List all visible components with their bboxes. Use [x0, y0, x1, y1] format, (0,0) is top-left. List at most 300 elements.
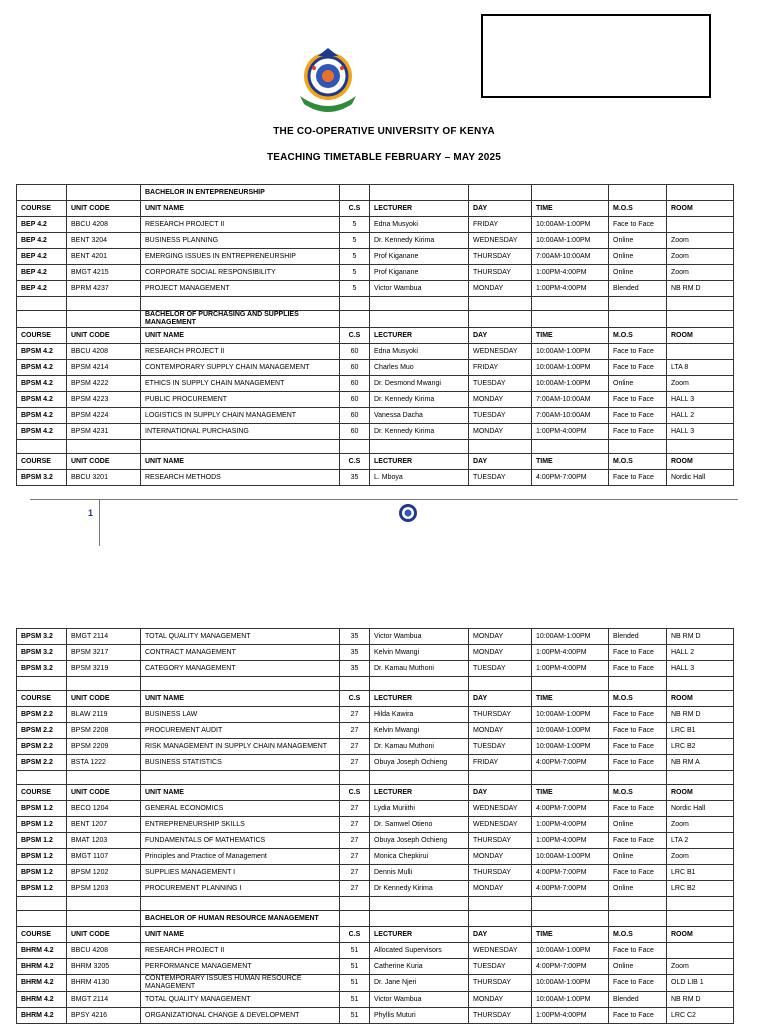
table-cell: Face to Face — [609, 943, 667, 959]
table-cell: TUESDAY — [469, 470, 532, 486]
table-cell: Face to Face — [609, 470, 667, 486]
column-header: LECTURER — [370, 454, 469, 470]
table-cell: Victor Wambua — [370, 992, 469, 1008]
table-cell: Dennis Mulli — [370, 865, 469, 881]
table-cell: BHRM 4.2 — [17, 943, 67, 959]
spacer-row — [17, 440, 734, 454]
table-cell: BLAW 2119 — [67, 707, 141, 723]
table-cell: LRC B2 — [667, 739, 734, 755]
table-cell: 60 — [340, 424, 370, 440]
table-cell — [667, 217, 734, 233]
table-cell: 10:00AM-1:00PM — [532, 233, 609, 249]
table-cell: Principles and Practice of Management — [141, 849, 340, 865]
empty-cell — [667, 911, 734, 927]
column-header: UNIT CODE — [67, 927, 141, 943]
table-cell: Online — [609, 265, 667, 281]
column-header: C.S — [340, 328, 370, 344]
column-header: ROOM — [667, 454, 734, 470]
column-header: TIME — [532, 201, 609, 217]
table-cell: ENTREPRENEURSHIP SKILLS — [141, 817, 340, 833]
table-cell: MONDAY — [469, 424, 532, 440]
table-cell: LOGISTICS IN SUPPLY CHAIN MANAGEMENT — [141, 408, 340, 424]
table-row — [17, 1008, 734, 1024]
table-cell: TUESDAY — [469, 376, 532, 392]
table-cell: BPSM 3.2 — [17, 629, 67, 645]
table-cell: BUSINESS STATISTICS — [141, 755, 340, 771]
table-cell: THURSDAY — [469, 249, 532, 265]
footer-divider — [30, 499, 738, 500]
table-cell: BMGT 1107 — [67, 849, 141, 865]
empty-cell — [370, 897, 469, 911]
table-cell: BPSM 2209 — [67, 739, 141, 755]
table-cell: BEP 4.2 — [17, 265, 67, 281]
column-header: UNIT NAME — [141, 927, 340, 943]
table-cell: Zoom — [667, 265, 734, 281]
table-cell: 5 — [340, 249, 370, 265]
empty-cell — [469, 911, 532, 927]
table-cell: MONDAY — [469, 281, 532, 297]
table-cell: BPSM 4.2 — [17, 344, 67, 360]
table-cell: 10:00AM-1:00PM — [532, 707, 609, 723]
table-cell: BENT 3204 — [67, 233, 141, 249]
table-cell: 10:00AM-1:00PM — [532, 723, 609, 739]
table-cell: Face to Face — [609, 645, 667, 661]
empty-cell — [532, 771, 609, 785]
column-header-row — [17, 201, 734, 217]
table-row — [17, 392, 734, 408]
table-cell: BPSM 1.2 — [17, 849, 67, 865]
table-cell: BPSM 1202 — [67, 865, 141, 881]
empty-cell — [67, 185, 141, 201]
table-cell: Blended — [609, 992, 667, 1008]
empty-cell — [67, 297, 141, 311]
table-cell: 10:00AM-1:00PM — [532, 344, 609, 360]
empty-cell — [667, 897, 734, 911]
empty-cell — [370, 677, 469, 691]
table-cell: 60 — [340, 408, 370, 424]
table-cell: BPSM 4.2 — [17, 360, 67, 376]
table-cell: BHRM 4.2 — [17, 1008, 67, 1024]
table-cell: 27 — [340, 865, 370, 881]
table-cell: BPSM 4.2 — [17, 376, 67, 392]
column-header-row — [17, 454, 734, 470]
empty-cell — [532, 185, 609, 201]
empty-cell — [67, 311, 141, 328]
table-cell: Nordic Hall — [667, 801, 734, 817]
table-cell: BBCU 4208 — [67, 344, 141, 360]
table-cell: THURSDAY — [469, 833, 532, 849]
table-row — [17, 833, 734, 849]
table-cell: RESEARCH PROJECT II — [141, 217, 340, 233]
column-header: C.S — [340, 691, 370, 707]
table-cell: 5 — [340, 281, 370, 297]
table-cell: BPSM 3.2 — [17, 470, 67, 486]
table-cell: PUBLIC PROCUREMENT — [141, 392, 340, 408]
table-cell: PROCUREMENT PLANNING I — [141, 881, 340, 897]
table-cell: BUSINESS LAW — [141, 707, 340, 723]
empty-cell — [370, 311, 469, 328]
table-row — [17, 424, 734, 440]
empty-cell — [609, 440, 667, 454]
empty-cell — [17, 771, 67, 785]
table-cell: GENERAL ECONOMICS — [141, 801, 340, 817]
table-cell: BPSM 4231 — [67, 424, 141, 440]
table-cell: MONDAY — [469, 992, 532, 1008]
table-cell: 4:00PM-7:00PM — [532, 801, 609, 817]
column-header: ROOM — [667, 328, 734, 344]
table-cell: NB RM D — [667, 629, 734, 645]
table-cell: BBCU 4208 — [67, 943, 141, 959]
table-cell: NB RM D — [667, 707, 734, 723]
table-cell: RESEARCH PROJECT II — [141, 943, 340, 959]
table-row — [17, 723, 734, 739]
table-cell: HALL 3 — [667, 661, 734, 677]
column-header: LECTURER — [370, 785, 469, 801]
timetable-table-page2 — [16, 628, 734, 1024]
table-cell: BENT 4201 — [67, 249, 141, 265]
empty-cell — [17, 297, 67, 311]
table-cell: Zoom — [667, 849, 734, 865]
table-cell: BPSM 2208 — [67, 723, 141, 739]
table-cell: Zoom — [667, 233, 734, 249]
table-cell: WEDNESDAY — [469, 344, 532, 360]
table-cell: BPSM 3219 — [67, 661, 141, 677]
empty-cell — [370, 297, 469, 311]
table-cell: Blended — [609, 629, 667, 645]
empty-cell — [532, 311, 609, 328]
table-cell: 60 — [340, 392, 370, 408]
empty-cell — [667, 311, 734, 328]
empty-cell — [17, 185, 67, 201]
column-header: M.O.S — [609, 927, 667, 943]
empty-cell — [141, 677, 340, 691]
table-cell: BMGT 2114 — [67, 992, 141, 1008]
empty-cell — [469, 297, 532, 311]
table-cell: 10:00AM-1:00PM — [532, 739, 609, 755]
column-header-row — [17, 328, 734, 344]
table-cell: Zoom — [667, 959, 734, 975]
table-cell: Nordic Hall — [667, 470, 734, 486]
table-cell: Face to Face — [609, 661, 667, 677]
table-cell: BPSM 1.2 — [17, 801, 67, 817]
empty-cell — [469, 185, 532, 201]
table-cell: THURSDAY — [469, 265, 532, 281]
empty-cell — [609, 897, 667, 911]
column-header: DAY — [469, 691, 532, 707]
column-header: COURSE — [17, 785, 67, 801]
table-cell: LRC C2 — [667, 1008, 734, 1024]
table-cell: CONTRACT MANAGEMENT — [141, 645, 340, 661]
table-cell: BEP 4.2 — [17, 281, 67, 297]
table-cell: Dr. Kennedy Kirima — [370, 392, 469, 408]
empty-cell — [469, 677, 532, 691]
empty-cell — [667, 297, 734, 311]
table-cell: Prof Kiganane — [370, 249, 469, 265]
table-cell: Dr. Kennedy Kirima — [370, 233, 469, 249]
table-cell: 35 — [340, 645, 370, 661]
column-header: COURSE — [17, 328, 67, 344]
table-cell: INTERNATIONAL PURCHASING — [141, 424, 340, 440]
empty-cell — [370, 771, 469, 785]
table-cell: Face to Face — [609, 1008, 667, 1024]
empty-cell — [609, 677, 667, 691]
column-header: LECTURER — [370, 927, 469, 943]
table-cell: Face to Face — [609, 975, 667, 992]
column-header: DAY — [469, 454, 532, 470]
empty-cell — [609, 185, 667, 201]
table-cell: RISK MANAGEMENT IN SUPPLY CHAIN MANAGEMENT — [141, 739, 340, 755]
table-cell: TUESDAY — [469, 408, 532, 424]
table-cell: Online — [609, 249, 667, 265]
table-row — [17, 408, 734, 424]
table-cell: Face to Face — [609, 344, 667, 360]
table-cell: Face to Face — [609, 707, 667, 723]
table-cell: HALL 3 — [667, 424, 734, 440]
table-cell: BPSM 1203 — [67, 881, 141, 897]
table-cell: 1:00PM-4:00PM — [532, 281, 609, 297]
empty-cell — [17, 440, 67, 454]
table-cell: Face to Face — [609, 865, 667, 881]
column-header: DAY — [469, 201, 532, 217]
empty-cell — [469, 311, 532, 328]
table-cell: BMGT 4215 — [67, 265, 141, 281]
table-row — [17, 344, 734, 360]
university-title: THE CO-OPERATIVE UNIVERSITY OF KENYA — [273, 126, 495, 137]
empty-cell — [17, 911, 67, 927]
table-cell: BPSM 4.2 — [17, 408, 67, 424]
table-cell: MONDAY — [469, 629, 532, 645]
table-cell: RESEARCH METHODS — [141, 470, 340, 486]
table-cell: Face to Face — [609, 723, 667, 739]
table-cell: 10:00AM-1:00PM — [532, 376, 609, 392]
column-header: UNIT CODE — [67, 201, 141, 217]
table-cell: Dr. Samwel Otieno — [370, 817, 469, 833]
empty-cell — [340, 440, 370, 454]
table-cell: Face to Face — [609, 360, 667, 376]
column-header: C.S — [340, 454, 370, 470]
program-title: BACHELOR OF PURCHASING AND SUPPLIES MANAGEMENT — [141, 311, 340, 328]
table-row — [17, 645, 734, 661]
table-cell: BPSM 4.2 — [17, 392, 67, 408]
table-cell: 1:00PM-4:00PM — [532, 833, 609, 849]
table-cell: BPRM 4237 — [67, 281, 141, 297]
table-cell: 35 — [340, 629, 370, 645]
column-header: COURSE — [17, 201, 67, 217]
empty-cell — [609, 311, 667, 328]
table-cell — [667, 943, 734, 959]
column-header: UNIT NAME — [141, 691, 340, 707]
table-cell: Online — [609, 376, 667, 392]
table-cell: Catherine Kuria — [370, 959, 469, 975]
table-cell: 4:00PM-7:00PM — [532, 865, 609, 881]
table-cell: PROJECT MANAGEMENT — [141, 281, 340, 297]
table-cell: 4:00PM-7:00PM — [532, 470, 609, 486]
spacer-row — [17, 771, 734, 785]
table-cell: L. Mboya — [370, 470, 469, 486]
empty-cell — [667, 677, 734, 691]
empty-cell — [532, 911, 609, 927]
table-cell: Online — [609, 849, 667, 865]
table-cell: Obuya Joseph Ochieng — [370, 755, 469, 771]
table-cell: 10:00AM-1:00PM — [532, 992, 609, 1008]
table-cell: TUESDAY — [469, 661, 532, 677]
table-cell: Dr. Kamau Muthoni — [370, 739, 469, 755]
column-header: ROOM — [667, 785, 734, 801]
column-header: LECTURER — [370, 201, 469, 217]
university-logo-icon — [292, 42, 364, 114]
empty-cell — [141, 440, 340, 454]
column-header: M.O.S — [609, 691, 667, 707]
table-cell: LRC B2 — [667, 881, 734, 897]
table-cell: LRC B1 — [667, 723, 734, 739]
table-row — [17, 881, 734, 897]
table-cell: MONDAY — [469, 645, 532, 661]
table-cell: CONTEMPORARY SUPPLY CHAIN MANAGEMENT — [141, 360, 340, 376]
table-cell: BPSM 1.2 — [17, 865, 67, 881]
table-cell: BMGT 2114 — [67, 629, 141, 645]
table-cell: 4:00PM-7:00PM — [532, 755, 609, 771]
table-cell: BUSINESS PLANNING — [141, 233, 340, 249]
table-cell: BPSM 3.2 — [17, 661, 67, 677]
column-header: UNIT NAME — [141, 454, 340, 470]
table-cell — [667, 344, 734, 360]
table-cell: BECO 1204 — [67, 801, 141, 817]
empty-cell — [370, 185, 469, 201]
empty-cell — [17, 677, 67, 691]
empty-cell — [141, 771, 340, 785]
empty-cell — [609, 297, 667, 311]
table-cell: 27 — [340, 723, 370, 739]
table-cell: Dr. Kamau Muthoni — [370, 661, 469, 677]
empty-cell — [67, 911, 141, 927]
table-cell: 5 — [340, 217, 370, 233]
column-header: TIME — [532, 927, 609, 943]
table-cell: Victor Wambua — [370, 629, 469, 645]
table-cell: 1:00PM-4:00PM — [532, 424, 609, 440]
table-cell: THURSDAY — [469, 865, 532, 881]
column-header: UNIT CODE — [67, 454, 141, 470]
column-header: UNIT NAME — [141, 785, 340, 801]
empty-cell — [469, 771, 532, 785]
table-cell: 60 — [340, 376, 370, 392]
table-row — [17, 975, 734, 992]
column-header-row — [17, 691, 734, 707]
program-title: BACHELOR IN ENTEPRENEURSHIP — [141, 185, 340, 201]
table-cell: MONDAY — [469, 881, 532, 897]
table-cell: 27 — [340, 833, 370, 849]
column-header: TIME — [532, 454, 609, 470]
table-cell: Lydia Muriithi — [370, 801, 469, 817]
column-header: UNIT NAME — [141, 328, 340, 344]
empty-cell — [340, 297, 370, 311]
table-cell: Hilda Kawira — [370, 707, 469, 723]
table-cell: 10:00AM-1:00PM — [532, 943, 609, 959]
table-cell: Victor Wambua — [370, 281, 469, 297]
empty-cell — [667, 185, 734, 201]
table-row — [17, 233, 734, 249]
empty-cell — [370, 911, 469, 927]
table-row — [17, 470, 734, 486]
spacer-row — [17, 297, 734, 311]
table-cell: Face to Face — [609, 755, 667, 771]
column-header: C.S — [340, 201, 370, 217]
table-cell: BPSM 1.2 — [17, 817, 67, 833]
table-cell: CORPORATE SOCIAL RESPONSIBILITY — [141, 265, 340, 281]
table-cell: Face to Face — [609, 739, 667, 755]
column-header: COURSE — [17, 691, 67, 707]
empty-cell — [17, 311, 67, 328]
table-cell: EMERGING ISSUES IN ENTREPRENEURSHIP — [141, 249, 340, 265]
empty-cell — [667, 440, 734, 454]
table-cell: BBCU 4208 — [67, 217, 141, 233]
table-cell: HALL 2 — [667, 645, 734, 661]
table-cell: BPSM 4224 — [67, 408, 141, 424]
table-cell: Dr Kennedy Kirima — [370, 881, 469, 897]
table-cell: 10:00AM-1:00PM — [532, 217, 609, 233]
table-cell: 10:00AM-1:00PM — [532, 360, 609, 376]
table-cell: 51 — [340, 975, 370, 992]
table-row — [17, 360, 734, 376]
table-cell: Zoom — [667, 817, 734, 833]
table-cell: BENT 1207 — [67, 817, 141, 833]
table-cell: WEDNESDAY — [469, 817, 532, 833]
table-cell: Vanessa Dacha — [370, 408, 469, 424]
table-cell: BHRM 4.2 — [17, 975, 67, 992]
table-cell: BPSM 1.2 — [17, 833, 67, 849]
table-cell: BMAT 1203 — [67, 833, 141, 849]
table-cell: 27 — [340, 881, 370, 897]
table-cell: Face to Face — [609, 801, 667, 817]
column-header: LECTURER — [370, 328, 469, 344]
table-cell: Online — [609, 959, 667, 975]
column-header: M.O.S — [609, 785, 667, 801]
table-cell: 1:00PM-4:00PM — [532, 645, 609, 661]
column-header: UNIT CODE — [67, 691, 141, 707]
table-cell: Edna Musyoki — [370, 217, 469, 233]
empty-cell — [340, 771, 370, 785]
empty-cell — [532, 440, 609, 454]
table-cell: CATEGORY MANAGEMENT — [141, 661, 340, 677]
column-header: TIME — [532, 328, 609, 344]
table-cell: WEDNESDAY — [469, 943, 532, 959]
column-header: M.O.S — [609, 454, 667, 470]
column-header-row — [17, 927, 734, 943]
table-cell: PROCUREMENT AUDIT — [141, 723, 340, 739]
table-row — [17, 959, 734, 975]
table-cell: Dr. Kennedy Kirima — [370, 424, 469, 440]
table-cell: Face to Face — [609, 392, 667, 408]
empty-cell — [141, 897, 340, 911]
table-cell: BEP 4.2 — [17, 233, 67, 249]
table-cell: Zoom — [667, 249, 734, 265]
column-header: ROOM — [667, 691, 734, 707]
table-cell: Dr. Desmond Mwangi — [370, 376, 469, 392]
table-cell: Obuya Joseph Ochieng — [370, 833, 469, 849]
table-cell: PERFORMANCE MANAGEMENT — [141, 959, 340, 975]
table-cell: Blended — [609, 281, 667, 297]
column-header: UNIT CODE — [67, 328, 141, 344]
empty-cell — [532, 677, 609, 691]
column-header: C.S — [340, 785, 370, 801]
table-cell: BPSY 4216 — [67, 1008, 141, 1024]
table-cell: BPSM 2.2 — [17, 707, 67, 723]
table-cell: BHRM 3205 — [67, 959, 141, 975]
table-cell: WEDNESDAY — [469, 233, 532, 249]
timetable-table-page1 — [16, 184, 734, 486]
table-cell: TUESDAY — [469, 959, 532, 975]
table-cell: FRIDAY — [469, 217, 532, 233]
table-cell: BPSM 2.2 — [17, 755, 67, 771]
